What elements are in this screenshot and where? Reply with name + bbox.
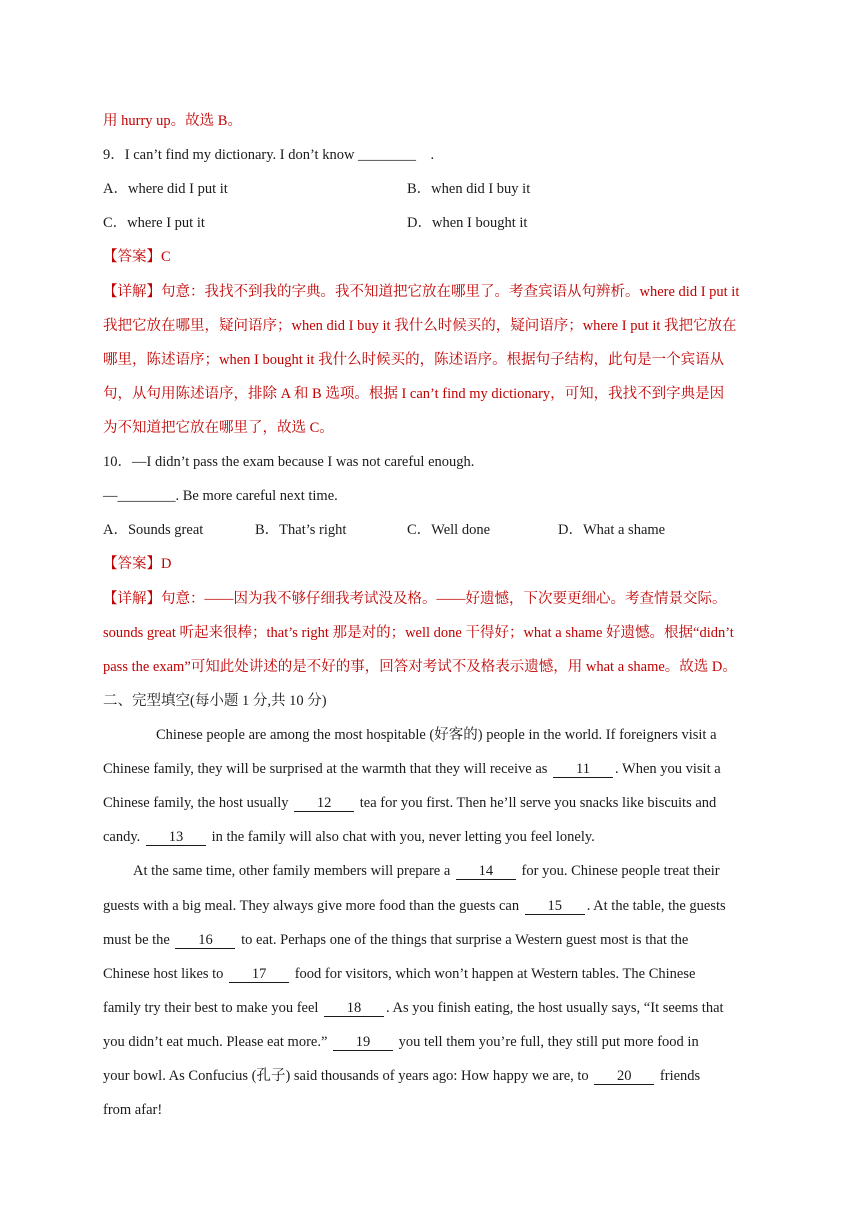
q10-answer: 【答案】D: [103, 556, 172, 572]
passage-line-6: guests with a big meal. They always give more food than the guests can 15 . At the table, the guests: [103, 898, 726, 914]
q9-detail-line-5: 为不知道把它放在哪里了，故选 C。: [103, 420, 334, 436]
passage-line-11: your bowl. As Confucius (孔子) said thousands of years ago: How happy we are, to 20 friends: [103, 1068, 701, 1084]
passage-line-8: Chinese host likes to 17 food for visitors, which won’t happen at Western tables. The Chinese: [103, 966, 696, 982]
passage-line-2: Chinese family, they will be surprised at the warmth that they will receive as 11 . When you visit a: [103, 761, 721, 777]
q10-option-c: C．Well done: [407, 522, 490, 538]
q10-detail-line-2: sounds great 听起来很棒；that’s right 那是对的；well done 干得好；what a shame 好遗憾。根据“didn’t: [103, 625, 734, 641]
q9-detail-line-3: 哪里，陈述语序；when I bought it 我什么时候买的，陈述语序。根据句子结构，此句是一个宾语从: [103, 352, 725, 368]
passage-line-3: Chinese family, the host usually 12 tea for you first. Then he’ll serve you snacks like biscuits and: [103, 795, 717, 811]
passage-line-10: you didn’t eat much. Please eat more.” 19 you tell them you’re full, they still put more food in: [103, 1034, 699, 1050]
blank-20: 20: [594, 1068, 654, 1085]
q9-option-b: B．when did I buy it: [407, 181, 531, 197]
q9-detail-line-2: 我把它放在哪里，疑问语序；when did I buy it 我什么时候买的，疑问语序；where I put it 我把它放在: [103, 318, 737, 334]
q10-option-d: D．What a shame: [558, 522, 666, 538]
q10-detail-line-3: pass the exam”可知此处讲述的是不好的事，回答对考试不及格表示遗憾，用 what a shame。故选 D。: [103, 659, 737, 675]
blank-12: 12: [294, 795, 354, 812]
passage-line-12: from afar!: [103, 1102, 163, 1118]
blank-11: 11: [553, 761, 613, 778]
blank-13: 13: [146, 829, 206, 846]
question-9-stem: 9．I can’t find my dictionary. I don’t know ________ .: [103, 147, 435, 163]
passage-line-9: family try their best to make you feel 18 . As you finish eating, the host usually says, “It seems that: [103, 1000, 724, 1016]
q9-option-d: D．when I bought it: [407, 215, 528, 231]
blank-19: 19: [333, 1034, 393, 1051]
q9-option-c: C．where I put it: [103, 215, 205, 231]
blank-18: 18: [324, 1000, 384, 1017]
passage-line-7: must be the 16 to eat. Perhaps one of the things that surprise a Western guest most is that the: [103, 932, 689, 948]
q10-option-a: A．Sounds great: [103, 522, 204, 538]
q9-detail-line-4: 句，从句用陈述语序，排除 A 和 B 选项。根据 I can’t find my dictionary，可知，我找不到字典是因: [103, 386, 725, 402]
section-2-title: 二、完型填空(每小题 1 分,共 10 分): [103, 693, 327, 709]
passage-line-1: Chinese people are among the most hospitable (好客的) people in the world. If foreigners visit a: [156, 727, 717, 743]
passage-line-4: candy. 13 in the family will also chat with you, never letting you feel lonely.: [103, 829, 595, 845]
q9-answer: 【答案】C: [103, 249, 171, 265]
blank-14: 14: [456, 863, 516, 880]
blank-17: 17: [229, 966, 289, 983]
q10-detail-line-1: 【详解】句意：——因为我不够仔细我考试没及格。——好遗憾，下次要更细心。考查情景交际。: [103, 591, 727, 607]
blank-15: 15: [525, 898, 585, 915]
blank-16: 16: [175, 932, 235, 949]
question-10-stem-2: —________. Be more careful next time.: [103, 488, 338, 504]
passage-line-5: At the same time, other family members will prepare a 14 for you. Chinese people treat their: [133, 863, 720, 879]
q9-option-a: A．where did I put it: [103, 181, 228, 197]
question-10-stem-1: 10．—I didn’t pass the exam because I was not careful enough.: [103, 454, 475, 470]
q8-answer-tail: 用 hurry up。故选 B。: [103, 113, 242, 129]
q10-option-b: B．That’s right: [255, 522, 347, 538]
q9-detail-line-1: 【详解】句意：我找不到我的字典。我不知道把它放在哪里了。考查宾语从句辨析。where did I put it: [103, 284, 740, 300]
